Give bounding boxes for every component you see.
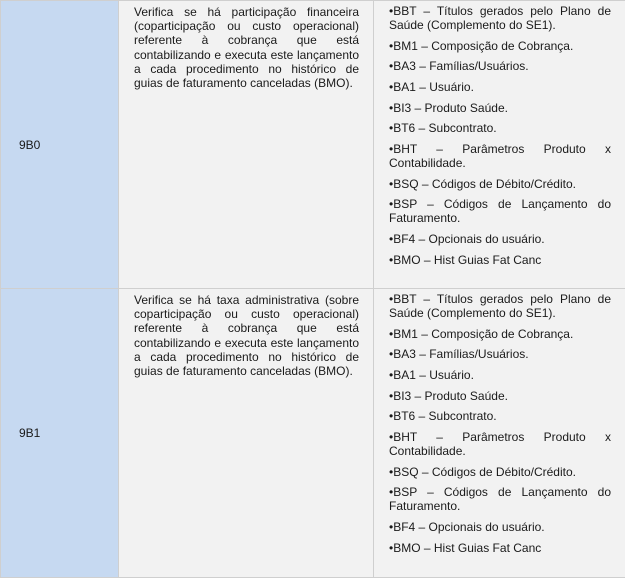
list-item: •BHT – Parâmetros Produto x Contabilidade. <box>389 430 611 458</box>
list-item: •BBT – Títulos gerados pelo Plano de Saúde (Complemento do SE1). <box>389 4 611 32</box>
related-tables-cell <box>374 289 625 578</box>
description-cell <box>119 289 374 578</box>
list-item: •BMO – Hist Guias Fat Canc <box>389 541 611 555</box>
related-tables-cell <box>374 1 625 289</box>
list-item: •BF4 – Opcionais do usuário. <box>389 232 611 246</box>
list-item: •BSP – Códigos de Lançamento do Faturamento. <box>389 485 611 513</box>
entry-code: 9B1 <box>19 426 40 440</box>
entry-code: 9B0 <box>19 138 40 152</box>
entry-description: Verifica se há participação financeira (coparticipação ou custo operacional) referente à cobrança que está contabilizando e executa este lançamento a cada procedimento no histórico de guias de faturamento canceladas (BMO). <box>134 5 359 90</box>
list-item: •BHT – Parâmetros Produto x Contabilidade. <box>389 142 611 170</box>
entry-description: Verifica se há taxa administrativa (sobre coparticipação ou custo operacional) referente à cobrança que está contabilizando e executa este lançamento a cada procedimento no histórico de guias de faturamento canceladas (BMO). <box>134 293 359 378</box>
list-item: •BSQ – Códigos de Débito/Crédito. <box>389 465 611 479</box>
list-item: •BF4 – Opcionais do usuário. <box>389 520 611 534</box>
list-item: •BBT – Títulos gerados pelo Plano de Saúde (Complemento do SE1). <box>389 292 611 320</box>
list-item: •BM1 – Composição de Cobrança. <box>389 327 611 341</box>
list-item: •BT6 – Subcontrato. <box>389 409 611 423</box>
list-item: •BA3 – Famílias/Usuários. <box>389 59 611 73</box>
entry-code-cell <box>1 1 119 289</box>
list-item: •BI3 – Produto Saúde. <box>389 101 611 115</box>
table-row <box>1 1 625 289</box>
related-tables-list <box>389 4 611 267</box>
list-item: •BA3 – Famílias/Usuários. <box>389 347 611 361</box>
list-item: •BT6 – Subcontrato. <box>389 121 611 135</box>
list-item: •BSQ – Códigos de Débito/Crédito. <box>389 177 611 191</box>
list-item: •BA1 – Usuário. <box>389 368 611 382</box>
list-item: •BM1 – Composição de Cobrança. <box>389 39 611 53</box>
list-item: •BI3 – Produto Saúde. <box>389 389 611 403</box>
list-item: •BA1 – Usuário. <box>389 80 611 94</box>
related-tables-list <box>389 292 611 555</box>
list-item: •BSP – Códigos de Lançamento do Faturamento. <box>389 197 611 225</box>
entry-code-cell <box>1 289 119 578</box>
table-row <box>1 289 625 578</box>
list-item: •BMO – Hist Guias Fat Canc <box>389 253 611 267</box>
description-cell <box>119 1 374 289</box>
